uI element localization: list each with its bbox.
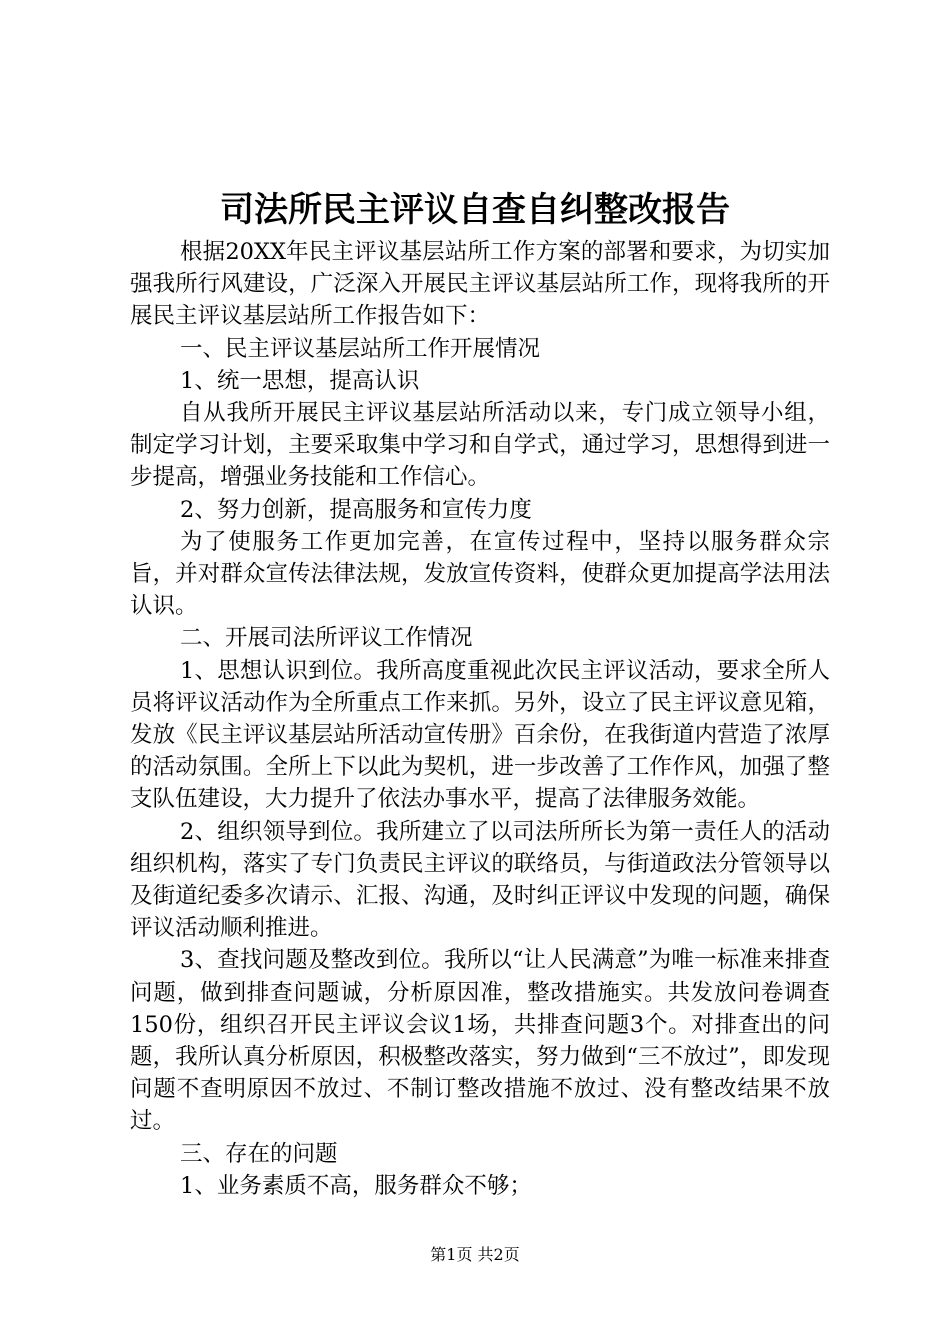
paragraph-1-1: 自从我所开展民主评议基层站所活动以来，专门成立领导小组，制定学习计划，主要采取集中学习和自学式，通过学习，思想得到进一步提高，增强业务技能和工作信心。 xyxy=(130,400,830,491)
document-title: 司法所民主评议自查自纠整改报告 xyxy=(220,190,730,230)
heading-section-3: 三、存在的问题 xyxy=(180,1140,338,1167)
page-footer: 第1页 共2页 xyxy=(430,1245,520,1264)
paragraph-2-1: 1、思想认识到位。我所高度重视此次民主评议活动，要求全所人员将评议活动作为全所重点工作来抓。另外，设立了民主评议意见箱，发放《民主评议基层站所活动宣传册》百余份，在我街道内营造了浓厚的活动氛围。全所上下以此为契机，进一步改善了工作作风，加强了整支队伍建设，大力提升了依法办事水平，提高了法律服务效能。 xyxy=(130,657,830,813)
paragraph-1-2: 为了使服务工作更加完善，在宣传过程中，坚持以服务群众宗旨，并对群众宣传法律法规，发放宣传资料，使群众更加提高学法用法认识。 xyxy=(130,528,830,620)
subheading-1-1: 1、统一思想，提高认识 xyxy=(180,367,420,394)
heading-section-2: 二、开展司法所评议工作情况 xyxy=(180,625,473,652)
paragraph-intro: 根据20XX年民主评议基层站所工作方案的部署和要求，为切实加强我所行风建设，广泛深入开展民主评议基层站所工作，现将我所的开展民主评议基层站所工作报告如下： xyxy=(130,239,830,330)
subheading-1-2: 2、努力创新，提高服务和宣传力度 xyxy=(180,496,532,523)
paragraph-3-1: 1、业务素质不高，服务群众不够； xyxy=(180,1172,532,1199)
heading-section-1: 一、民主评议基层站所工作开展情况 xyxy=(180,335,541,362)
paragraph-2-2: 2、组织领导到位。我所建立了以司法所所长为第一责任人的活动组织机构，落实了专门负责民主评议的联络员，与街道政法分管领导以及街道纪委多次请示、汇报、沟通，及时纠正评议中发现的问题，确保评议活动顺利推进。 xyxy=(130,818,830,942)
document-body xyxy=(130,236,830,1202)
paragraph-2-3: 3、查找问题及整改到位。我所以“让人民满意”为唯一标准来排查问题，做到排查问题诚，分析原因准，整改措施实。共发放问卷调查150份，组织召开民主评议会议1场，共排查问题3个。对排查出的问题，我所认真分析原因，积极整改落实，努力做到“三不放过”，即发现问题不查明原因不放过、不制订整改措施不放过、没有整改结果不放过。 xyxy=(130,947,830,1135)
